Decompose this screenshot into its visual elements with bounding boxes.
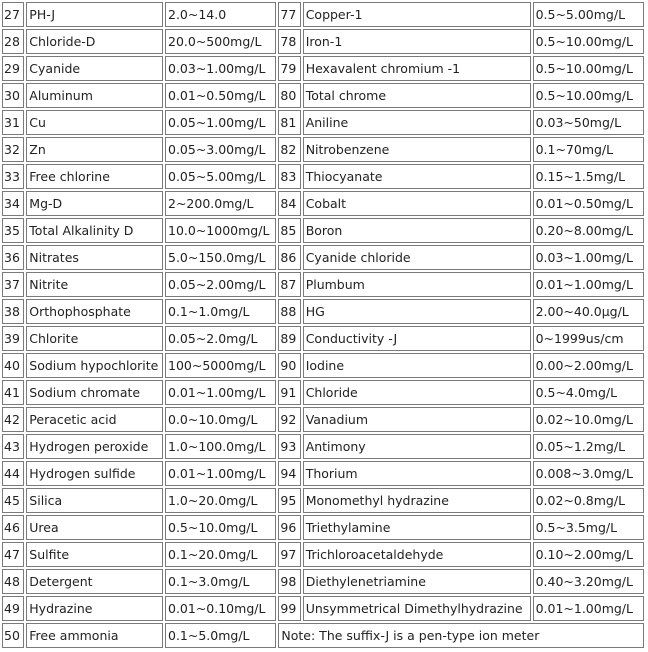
row-number: 41 <box>2 380 24 405</box>
measuring-range: 0.5~5.00mg/L <box>533 2 644 27</box>
row-number: 90 <box>278 353 300 378</box>
measuring-range: 0.1~70mg/L <box>533 137 644 162</box>
parameter-name: Sulfite <box>26 542 163 567</box>
parameter-name: Free ammonia <box>26 623 163 648</box>
row-number: 49 <box>2 596 24 621</box>
row-number: 86 <box>278 245 300 270</box>
row-number: 84 <box>278 191 300 216</box>
table-row <box>2 569 644 594</box>
row-number: 80 <box>278 83 300 108</box>
measuring-range: 0.15~1.5mg/L <box>533 164 644 189</box>
table-row <box>2 542 644 567</box>
parameter-name: Trichloroacetaldehyde <box>303 542 531 567</box>
measuring-range: 0.03~50mg/L <box>533 110 644 135</box>
row-number: 42 <box>2 407 24 432</box>
row-number: 50 <box>2 623 24 648</box>
row-number: 89 <box>278 326 300 351</box>
measuring-range: 0.05~1.2mg/L <box>533 434 644 459</box>
measuring-range: 2~200.0mg/L <box>165 191 276 216</box>
row-number: 79 <box>278 56 300 81</box>
parameter-name: Cyanide chloride <box>303 245 531 270</box>
parameter-name: Chlorite <box>26 326 163 351</box>
row-number: 39 <box>2 326 24 351</box>
table-row <box>2 245 644 270</box>
measuring-range: 0~1999us/cm <box>533 326 644 351</box>
parameter-name: Chloride-D <box>26 29 163 54</box>
parameter-table-body <box>2 2 644 648</box>
parameter-name: Nitrite <box>26 272 163 297</box>
measuring-range: 0.05~1.00mg/L <box>165 110 276 135</box>
parameter-name: PH-J <box>26 2 163 27</box>
measuring-range: 5.0~150.0mg/L <box>165 245 276 270</box>
parameter-name: Iodine <box>303 353 531 378</box>
parameter-name: Total chrome <box>303 83 531 108</box>
row-number: 77 <box>278 2 300 27</box>
row-number: 93 <box>278 434 300 459</box>
table-row <box>2 488 644 513</box>
row-number: 88 <box>278 299 300 324</box>
measuring-range: 0.5~10.00mg/L <box>533 29 644 54</box>
parameter-name: Peracetic acid <box>26 407 163 432</box>
row-number: 95 <box>278 488 300 513</box>
row-number: 46 <box>2 515 24 540</box>
measuring-range: 0.5~4.0mg/L <box>533 380 644 405</box>
row-number: 96 <box>278 515 300 540</box>
measuring-range: 0.03~1.00mg/L <box>533 245 644 270</box>
measuring-range: 0.05~2.0mg/L <box>165 326 276 351</box>
row-number: 40 <box>2 353 24 378</box>
measuring-range: 0.03~1.00mg/L <box>165 56 276 81</box>
row-number: 85 <box>278 218 300 243</box>
row-number: 28 <box>2 29 24 54</box>
measuring-range: 2.0~14.0 <box>165 2 276 27</box>
measuring-range: 1.0~100.0mg/L <box>165 434 276 459</box>
measuring-range: 0.5~3.5mg/L <box>533 515 644 540</box>
table-row <box>2 191 644 216</box>
row-number: 38 <box>2 299 24 324</box>
measuring-range: 10.0~1000mg/L <box>165 218 276 243</box>
row-number: 94 <box>278 461 300 486</box>
row-number: 82 <box>278 137 300 162</box>
parameter-name: Hydrazine <box>26 596 163 621</box>
table-row <box>2 218 644 243</box>
parameter-name: Copper-1 <box>303 2 531 27</box>
table-row <box>2 137 644 162</box>
parameter-name: Free chlorine <box>26 164 163 189</box>
row-number: 81 <box>278 110 300 135</box>
table-row <box>2 299 644 324</box>
row-number: 99 <box>278 596 300 621</box>
measuring-range: 0.1~5.0mg/L <box>165 623 276 648</box>
parameter-name: Cobalt <box>303 191 531 216</box>
measuring-range: 0.01~0.10mg/L <box>165 596 276 621</box>
measuring-range: 2.00~40.0μg/L <box>533 299 644 324</box>
measuring-range: 1.0~20.0mg/L <box>165 488 276 513</box>
measuring-range: 0.01~1.00mg/L <box>533 272 644 297</box>
measuring-range: 100~5000mg/L <box>165 353 276 378</box>
row-number: 35 <box>2 218 24 243</box>
row-number: 97 <box>278 542 300 567</box>
row-number: 98 <box>278 569 300 594</box>
row-number: 32 <box>2 137 24 162</box>
measuring-range: 0.20~8.00mg/L <box>533 218 644 243</box>
measuring-range: 0.1~1.0mg/L <box>165 299 276 324</box>
table-row <box>2 353 644 378</box>
measuring-range: 0.40~3.20mg/L <box>533 569 644 594</box>
row-number: 27 <box>2 2 24 27</box>
measuring-range: 0.02~10.0mg/L <box>533 407 644 432</box>
row-number: 34 <box>2 191 24 216</box>
row-number: 78 <box>278 29 300 54</box>
parameter-name: Cu <box>26 110 163 135</box>
parameter-name: Monomethyl hydrazine <box>303 488 531 513</box>
parameter-name: Antimony <box>303 434 531 459</box>
measuring-range: 0.00~2.00mg/L <box>533 353 644 378</box>
measuring-range: 0.5~10.00mg/L <box>533 83 644 108</box>
measuring-range: 0.01~1.00mg/L <box>533 596 644 621</box>
row-number: 37 <box>2 272 24 297</box>
table-row <box>2 110 644 135</box>
parameter-name: Iron-1 <box>303 29 531 54</box>
parameter-name: Hexavalent chromium -1 <box>303 56 531 81</box>
parameter-name: Nitrobenzene <box>303 137 531 162</box>
measuring-range: 0.1~3.0mg/L <box>165 569 276 594</box>
row-number: 48 <box>2 569 24 594</box>
parameter-name: Chloride <box>303 380 531 405</box>
parameter-name: Triethylamine <box>303 515 531 540</box>
table-row <box>2 2 644 27</box>
parameter-name: Urea <box>26 515 163 540</box>
parameter-name: Sodium chromate <box>26 380 163 405</box>
measuring-range: 0.01~1.00mg/L <box>165 461 276 486</box>
table-row <box>2 56 644 81</box>
parameter-name: Cyanide <box>26 56 163 81</box>
measuring-range: 0.0~10.0mg/L <box>165 407 276 432</box>
parameter-name: Vanadium <box>303 407 531 432</box>
parameter-name: Sodium hypochlorite <box>26 353 163 378</box>
parameter-name: Aluminum <box>26 83 163 108</box>
row-number: 47 <box>2 542 24 567</box>
table-note: Note: The suffix-J is a pen-type ion meter <box>278 623 644 648</box>
measuring-range: 0.01~0.50mg/L <box>165 83 276 108</box>
parameter-name: Total Alkalinity D <box>26 218 163 243</box>
row-number: 29 <box>2 56 24 81</box>
measuring-range: 0.02~0.8mg/L <box>533 488 644 513</box>
parameter-name: Unsymmetrical Dimethylhydrazine <box>303 596 531 621</box>
table-row <box>2 515 644 540</box>
parameter-name: Thiocyanate <box>303 164 531 189</box>
table-row <box>2 326 644 351</box>
measuring-range: 0.05~2.00mg/L <box>165 272 276 297</box>
parameter-name: Detergent <box>26 569 163 594</box>
parameter-name: Hydrogen sulfide <box>26 461 163 486</box>
measuring-range: 0.5~10.00mg/L <box>533 56 644 81</box>
parameter-name: Diethylenetriamine <box>303 569 531 594</box>
row-number: 91 <box>278 380 300 405</box>
measuring-range: 0.05~3.00mg/L <box>165 137 276 162</box>
table-row <box>2 461 644 486</box>
table-row <box>2 407 644 432</box>
table-row <box>2 164 644 189</box>
measuring-range: 0.008~3.0mg/L <box>533 461 644 486</box>
parameter-name: Mg-D <box>26 191 163 216</box>
parameter-name: Hydrogen peroxide <box>26 434 163 459</box>
row-number: 44 <box>2 461 24 486</box>
row-number: 33 <box>2 164 24 189</box>
parameter-name: Orthophosphate <box>26 299 163 324</box>
row-number: 83 <box>278 164 300 189</box>
table-row <box>2 83 644 108</box>
parameter-name: Conductivity -J <box>303 326 531 351</box>
row-number: 87 <box>278 272 300 297</box>
row-number: 45 <box>2 488 24 513</box>
parameter-name: Zn <box>26 137 163 162</box>
parameter-name: Boron <box>303 218 531 243</box>
row-number: 30 <box>2 83 24 108</box>
parameter-name: Nitrates <box>26 245 163 270</box>
measuring-range: 0.01~0.50mg/L <box>533 191 644 216</box>
parameter-name: Plumbum <box>303 272 531 297</box>
parameter-name: Silica <box>26 488 163 513</box>
table-row <box>2 434 644 459</box>
parameter-name: Thorium <box>303 461 531 486</box>
measuring-range: 0.10~2.00mg/L <box>533 542 644 567</box>
measuring-range: 0.01~1.00mg/L <box>165 380 276 405</box>
measuring-range: 0.1~20.0mg/L <box>165 542 276 567</box>
row-number: 36 <box>2 245 24 270</box>
measuring-range: 20.0~500mg/L <box>165 29 276 54</box>
table-row <box>2 623 644 648</box>
row-number: 92 <box>278 407 300 432</box>
parameter-name: HG <box>303 299 531 324</box>
table-row <box>2 380 644 405</box>
table-row <box>2 272 644 297</box>
table-row <box>2 596 644 621</box>
table-row <box>2 29 644 54</box>
measuring-range: 0.05~5.00mg/L <box>165 164 276 189</box>
row-number: 43 <box>2 434 24 459</box>
row-number: 31 <box>2 110 24 135</box>
measuring-range: 0.5~10.0mg/L <box>165 515 276 540</box>
parameter-name: Aniline <box>303 110 531 135</box>
